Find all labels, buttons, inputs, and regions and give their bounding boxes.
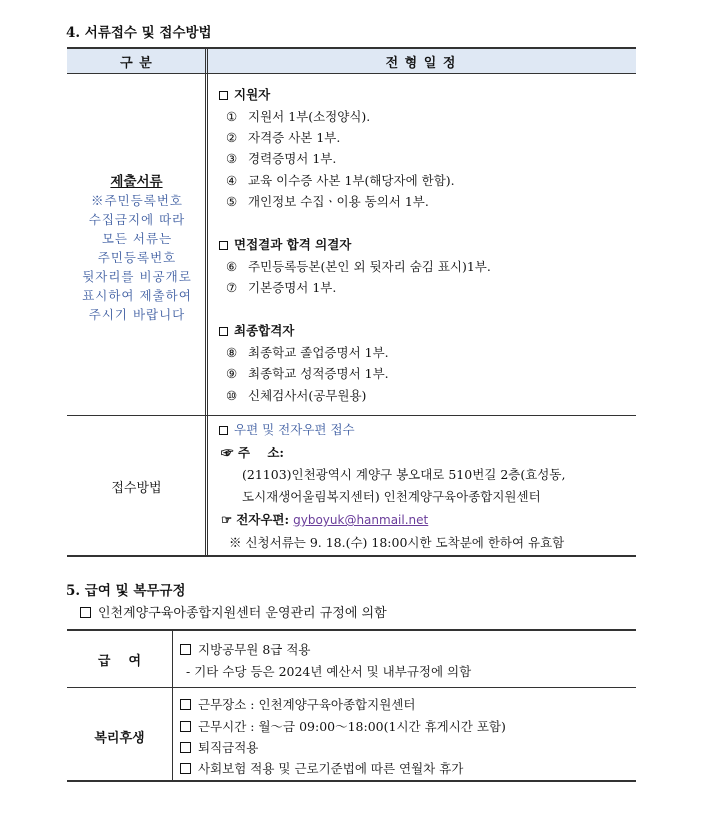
- item-text: 자격증 사본 1부.: [248, 130, 341, 145]
- welfare-item: [180, 759, 463, 777]
- item-number: ①: [226, 109, 238, 124]
- table-bottom-border: [67, 555, 636, 557]
- email-row: [221, 510, 428, 528]
- method-label: 접수방법: [111, 481, 162, 496]
- group-final-passed: [219, 321, 294, 339]
- documents-notice: [68, 191, 206, 324]
- address-line-2: 도시재생어울림복지센터) 인천계양구육아종합지원센터: [242, 489, 541, 504]
- notice-line: 주시기 바랍니다: [88, 307, 186, 322]
- item-number: ②: [226, 130, 238, 145]
- header-category: 구 분: [120, 56, 153, 71]
- group-title: 지원자: [234, 87, 271, 102]
- item-text: 지원서 1부(소정양식).: [248, 109, 371, 124]
- welfare-item: [180, 738, 258, 756]
- checkbox-icon: [80, 607, 91, 618]
- group-title: 최종합격자: [234, 323, 295, 338]
- welfare-item-text: 근무시간 : 월～금 09:00～18:00(1시간 휴게시간 포함): [198, 719, 506, 734]
- doc-item: [226, 171, 455, 189]
- table-top-border: [67, 629, 636, 631]
- doc-item: [226, 343, 389, 361]
- item-text: 경력증명서 1부.: [248, 151, 337, 166]
- method-title-text: 우편 및 전자우편 접수: [234, 422, 355, 437]
- doc-item: [226, 278, 336, 296]
- checkbox-icon: [180, 721, 191, 732]
- item-text: 최종학교 졸업증명서 1부.: [248, 345, 389, 360]
- email-link[interactable]: gyboyuk@hanmail.net: [293, 513, 429, 527]
- welfare-item-text: 근무장소 : 인천계양구육아종합지원센터: [198, 697, 416, 712]
- pointing-hand-icon: ☞: [221, 512, 233, 527]
- section-5-title: 5. 급여 및 복무규정: [66, 583, 186, 599]
- doc-item: [226, 107, 370, 125]
- item-number: ⑧: [226, 345, 238, 360]
- column-divider-double: [207, 48, 208, 555]
- doc-item: [226, 257, 491, 275]
- salary-item-text: 지방공무원 8급 적용: [198, 642, 311, 657]
- item-text: 신체검사서(공무원용): [248, 388, 367, 403]
- method-title: [219, 420, 355, 438]
- notice-line: 주민등록번호: [97, 250, 177, 265]
- welfare-item-text: 퇴직금적용: [198, 740, 259, 755]
- item-text: 개인정보 수집ㆍ이용 동의서 1부.: [248, 194, 429, 209]
- item-number: ③: [226, 151, 238, 166]
- checkbox-icon: [219, 426, 228, 435]
- doc-item: [226, 192, 429, 210]
- item-text: 교육 이수증 사본 1부(해당자에 한함).: [248, 173, 455, 188]
- documents-label: 제출서류: [110, 174, 163, 190]
- item-text: 최종학교 성적증명서 1부.: [248, 366, 389, 381]
- welfare-item-text: 사회보험 적용 및 근로기준법에 따른 연월차 휴가: [198, 761, 464, 776]
- item-number: ⑩: [226, 388, 238, 403]
- table-top-border: [67, 47, 636, 49]
- item-number: ⑦: [226, 280, 238, 295]
- item-number: ⑥: [226, 259, 238, 274]
- address-line-1: (21103)인천광역시 계양구 봉오대로 510번길 2층(효성동,: [242, 467, 566, 482]
- table-bottom-border: [67, 780, 636, 782]
- column-divider: [172, 630, 173, 780]
- header-schedule: 전 형 일 정: [385, 56, 457, 71]
- checkbox-icon: [219, 241, 228, 250]
- row-divider: [67, 415, 636, 416]
- doc-item: [226, 149, 336, 167]
- notice-line: 표시하여 제출하여: [82, 288, 192, 303]
- email-label: 전자우편:: [236, 512, 290, 527]
- salary-sub-note: - 기타 수당 등은 2024년 예산서 및 내부규정에 의함: [186, 664, 472, 679]
- doc-item: [226, 364, 389, 382]
- pointing-hand-icon: ☞: [221, 445, 234, 460]
- intro-text: 인천계양구육아종합지원센터 운영관리 규정에 의함: [98, 606, 387, 621]
- doc-item: [226, 128, 340, 146]
- checkbox-icon: [180, 763, 191, 774]
- salary-item: [180, 640, 311, 658]
- section-5-intro: [80, 602, 387, 621]
- notice-line: ※주민등록번호: [91, 193, 183, 208]
- group-interview-passed: [219, 235, 351, 253]
- group-title: 면접결과 합격 의결자: [234, 237, 352, 252]
- welfare-item: [180, 695, 415, 713]
- section-4-title: 4. 서류접수 및 접수방법: [66, 25, 212, 41]
- notice-line: 모든 서류는: [101, 231, 173, 246]
- doc-item: [226, 386, 366, 404]
- item-number: ⑨: [226, 366, 238, 381]
- notice-line: 뒷자리를 비공개로: [82, 269, 192, 284]
- row-divider: [67, 687, 636, 688]
- deadline-note: ※ 신청서류는 9. 18.(수) 18:00시한 도착분에 한하여 유효함: [229, 535, 565, 550]
- salary-label: 급 여: [97, 654, 142, 669]
- item-number: ④: [226, 173, 238, 188]
- checkbox-icon: [219, 327, 228, 336]
- checkbox-icon: [180, 742, 191, 753]
- checkbox-icon: [219, 91, 228, 100]
- address-label: 주 소:: [237, 445, 285, 460]
- item-text: 주민등록등본(본인 외 뒷자리 숨김 표시)1부.: [248, 259, 491, 274]
- checkbox-icon: [180, 699, 191, 710]
- welfare-label: 복리후생: [94, 731, 145, 746]
- checkbox-icon: [180, 644, 191, 655]
- welfare-item: [180, 717, 506, 735]
- item-text: 기본증명서 1부.: [248, 280, 337, 295]
- notice-line: 수집금지에 따라: [88, 212, 186, 227]
- group-applicant: [219, 85, 270, 103]
- address-row: [221, 443, 284, 461]
- item-number: ⑤: [226, 194, 238, 209]
- header-bottom-border: [67, 73, 636, 74]
